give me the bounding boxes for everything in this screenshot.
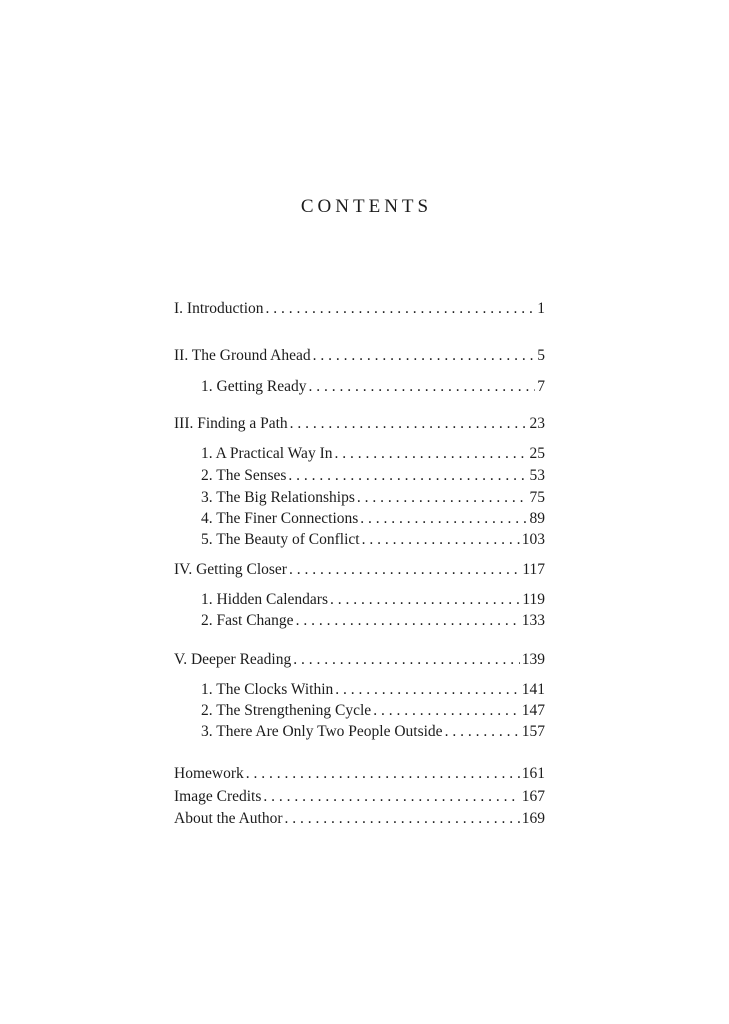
dot-leader (296, 610, 520, 632)
toc-entry-label: Image Credits (174, 788, 262, 805)
toc-entry-introduction[interactable] (174, 298, 545, 320)
toc-entry-beauty-of-conflict[interactable] (201, 529, 545, 551)
toc-entry-label: 1. Getting Ready (201, 378, 307, 395)
toc-entry-label: II. The Ground Ahead (174, 347, 311, 364)
toc-entry-label: 2. Fast Change (201, 612, 294, 629)
toc-entry-two-people-outside[interactable] (201, 721, 545, 743)
toc-entry-page: 1 (537, 300, 545, 317)
toc-entry-page: 7 (537, 378, 545, 395)
toc-entry-label: 1. Hidden Calendars (201, 591, 328, 608)
toc-entry-clocks-within[interactable] (201, 679, 545, 701)
dot-leader (308, 376, 535, 398)
toc-entry-finding-a-path[interactable] (174, 413, 545, 435)
toc-entry-finer-connections[interactable] (201, 508, 545, 530)
toc-entry-label: 3. The Big Relationships (201, 489, 355, 506)
toc-entry-label: 4. The Finer Connections (201, 510, 359, 527)
toc-entry-page: 117 (522, 561, 545, 578)
dot-leader (289, 559, 520, 581)
dot-leader (246, 763, 520, 785)
toc-entry-hidden-calendars[interactable] (201, 589, 545, 611)
toc-entry-page: 133 (521, 612, 545, 629)
toc-entry-label: 5. The Beauty of Conflict (201, 531, 360, 548)
toc-entry-page: 141 (521, 681, 545, 698)
toc-entry-label: V. Deeper Reading (174, 651, 292, 668)
toc-entry-label: 1. The Clocks Within (201, 681, 334, 698)
toc-entry-deeper-reading[interactable] (174, 649, 545, 671)
dot-leader (357, 487, 528, 509)
toc-entry-page: 53 (529, 467, 545, 484)
toc-entry-label: 1. A Practical Way In (201, 445, 333, 462)
toc-entry-practical-way-in[interactable] (201, 443, 545, 465)
dot-leader (330, 589, 520, 611)
toc-entry-page: 5 (537, 347, 545, 364)
toc-entry-page: 119 (522, 591, 545, 608)
dot-leader (334, 443, 527, 465)
toc-entry-the-senses[interactable] (201, 465, 545, 487)
dot-leader (362, 529, 520, 551)
toc-entry-page: 157 (521, 723, 545, 740)
toc-entry-page: 167 (521, 788, 545, 805)
toc-entry-label: 3. There Are Only Two People Outside (201, 723, 443, 740)
toc-entry-page: 169 (521, 810, 545, 827)
dot-leader (313, 345, 536, 367)
toc-entry-page: 89 (529, 510, 545, 527)
dot-leader (335, 679, 519, 701)
toc-entry-fast-change[interactable] (201, 610, 545, 632)
toc-entry-page: 103 (521, 531, 545, 548)
dot-leader (288, 465, 527, 487)
toc-entry-label: Homework (174, 765, 244, 782)
toc-entry-about-the-author[interactable] (174, 808, 545, 830)
toc-entry-label: 2. The Senses (201, 467, 287, 484)
toc-entry-strengthening-cycle[interactable] (201, 700, 545, 722)
dot-leader (263, 786, 519, 808)
toc-entry-page: 147 (521, 702, 545, 719)
toc-entry-page: 23 (529, 415, 545, 432)
dot-leader (266, 298, 536, 320)
dot-leader (445, 721, 520, 743)
toc-entry-label: IV. Getting Closer (174, 561, 287, 578)
dot-leader (290, 413, 528, 435)
toc-entry-image-credits[interactable] (174, 786, 545, 808)
dot-leader (285, 808, 520, 830)
toc-entry-big-relationships[interactable] (201, 487, 545, 509)
toc-entry-page: 139 (521, 651, 545, 668)
toc-entry-getting-ready[interactable] (201, 376, 545, 398)
dot-leader (360, 508, 527, 530)
toc-entry-homework[interactable] (174, 763, 545, 785)
toc-entry-label: III. Finding a Path (174, 415, 288, 432)
dot-leader (373, 700, 520, 722)
page-title: CONTENTS (300, 196, 433, 217)
dot-leader (293, 649, 520, 671)
toc-entry-getting-closer[interactable] (174, 559, 545, 581)
toc-entry-page: 25 (529, 445, 545, 462)
toc-entry-ground-ahead[interactable] (174, 345, 545, 367)
toc-entry-label: I. Introduction (174, 300, 264, 317)
toc-entry-label: 2. The Strengthening Cycle (201, 702, 372, 719)
toc-entry-page: 75 (529, 489, 545, 506)
toc-entry-page: 161 (521, 765, 545, 782)
toc-entry-label: About the Author (174, 810, 283, 827)
